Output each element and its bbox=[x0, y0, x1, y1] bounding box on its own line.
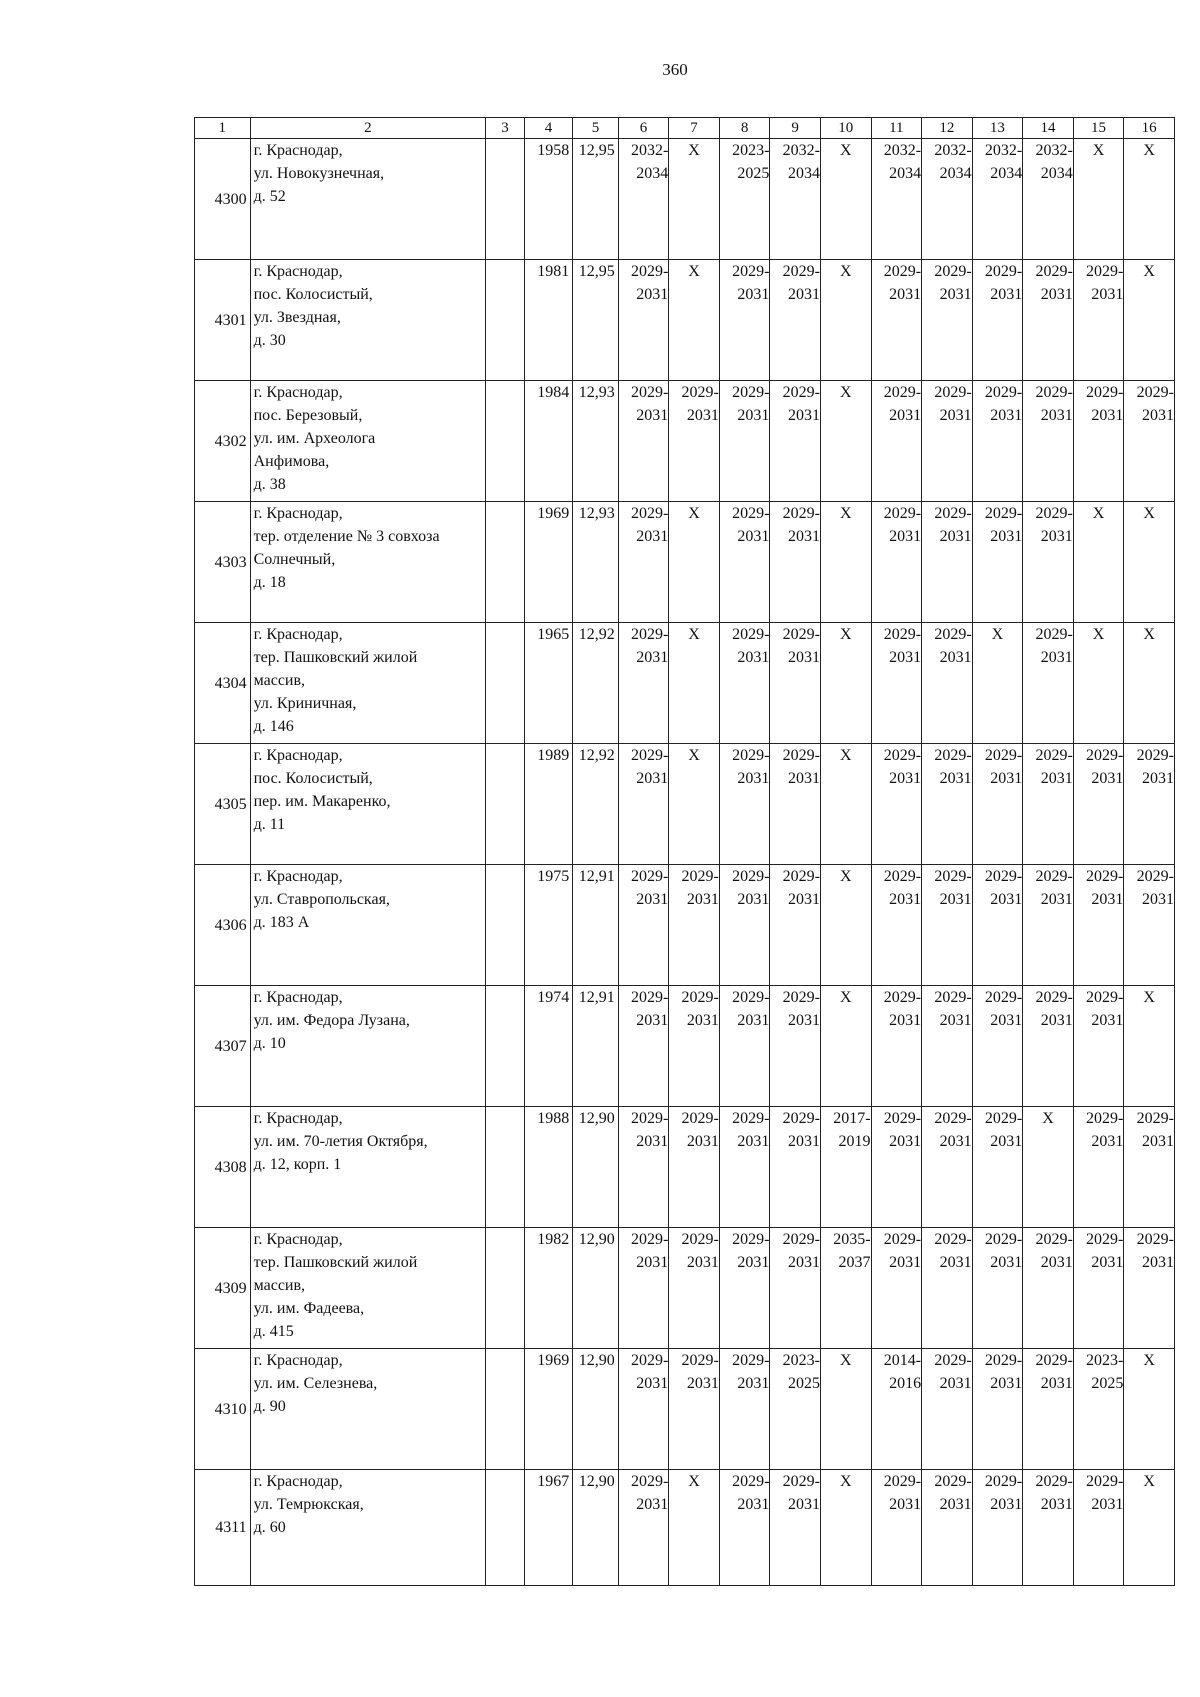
table-row bbox=[195, 502, 1175, 623]
col7-cell: 2029- 2031 bbox=[669, 1107, 720, 1228]
col7-cell: X bbox=[669, 139, 720, 260]
col6-cell: 2029- 2031 bbox=[618, 381, 669, 502]
col15-cell: 2029- 2031 bbox=[1073, 381, 1124, 502]
column-header-3: 3 bbox=[486, 118, 524, 139]
column-header-15: 15 bbox=[1073, 118, 1124, 139]
col9-cell: 2029- 2031 bbox=[770, 1107, 821, 1228]
address-cell: г. Краснодар, ул. Новокузнечная, д. 52 bbox=[250, 139, 486, 260]
table-row bbox=[195, 1107, 1175, 1228]
col13-cell: X bbox=[972, 623, 1023, 744]
col12-cell: 2029- 2031 bbox=[922, 986, 973, 1107]
col7-cell: X bbox=[669, 1470, 720, 1586]
col16-cell: X bbox=[1124, 502, 1175, 623]
col13-cell: 2029- 2031 bbox=[972, 381, 1023, 502]
col3-cell bbox=[486, 986, 524, 1107]
value-cell: 12,90 bbox=[573, 1107, 619, 1228]
col13-cell: 2029- 2031 bbox=[972, 1349, 1023, 1470]
row-number: 4302 bbox=[195, 381, 251, 502]
address-cell: г. Краснодар, тер. Пашковский жилой массив, ул. Криничная, д. 146 bbox=[250, 623, 486, 744]
col8-cell: 2023- 2025 bbox=[719, 139, 770, 260]
col7-cell: 2029- 2031 bbox=[669, 1228, 720, 1349]
page-number: 360 bbox=[662, 60, 688, 79]
col14-cell: 2029- 2031 bbox=[1023, 260, 1074, 381]
col8-cell: 2029- 2031 bbox=[719, 1228, 770, 1349]
col13-cell: 2029- 2031 bbox=[972, 1228, 1023, 1349]
col10-cell: 2017- 2019 bbox=[820, 1107, 871, 1228]
value-cell: 12,95 bbox=[573, 260, 619, 381]
col6-cell: 2029- 2031 bbox=[618, 1470, 669, 1586]
col10-cell: X bbox=[820, 623, 871, 744]
col10-cell: X bbox=[820, 865, 871, 986]
year-cell: 1967 bbox=[524, 1470, 573, 1586]
col9-cell: 2029- 2031 bbox=[770, 260, 821, 381]
col12-cell: 2029- 2031 bbox=[922, 381, 973, 502]
column-header-6: 6 bbox=[618, 118, 669, 139]
col15-cell: 2029- 2031 bbox=[1073, 260, 1124, 381]
col6-cell: 2029- 2031 bbox=[618, 986, 669, 1107]
table-body bbox=[195, 139, 1175, 1586]
col16-cell: 2029- 2031 bbox=[1124, 744, 1175, 865]
row-number: 4301 bbox=[195, 260, 251, 381]
col8-cell: 2029- 2031 bbox=[719, 502, 770, 623]
address-cell: г. Краснодар, тер. отделение № 3 совхоза Солнечный, д. 18 bbox=[250, 502, 486, 623]
col12-cell: 2029- 2031 bbox=[922, 1470, 973, 1586]
col7-cell: X bbox=[669, 744, 720, 865]
col15-cell: 2029- 2031 bbox=[1073, 744, 1124, 865]
col8-cell: 2029- 2031 bbox=[719, 1470, 770, 1586]
col14-cell: 2029- 2031 bbox=[1023, 865, 1074, 986]
col14-cell: 2029- 2031 bbox=[1023, 1349, 1074, 1470]
column-header-row bbox=[195, 118, 1175, 139]
col8-cell: 2029- 2031 bbox=[719, 381, 770, 502]
col11-cell: 2029- 2031 bbox=[871, 1470, 922, 1586]
col10-cell: 2035- 2037 bbox=[820, 1228, 871, 1349]
col3-cell bbox=[486, 381, 524, 502]
value-cell: 12,90 bbox=[573, 1228, 619, 1349]
col11-cell: 2029- 2031 bbox=[871, 260, 922, 381]
col7-cell: 2029- 2031 bbox=[669, 381, 720, 502]
col14-cell: 2029- 2031 bbox=[1023, 744, 1074, 865]
col3-cell bbox=[486, 1107, 524, 1228]
col14-cell: 2032- 2034 bbox=[1023, 139, 1074, 260]
value-cell: 12,93 bbox=[573, 502, 619, 623]
col6-cell: 2029- 2031 bbox=[618, 744, 669, 865]
col9-cell: 2032- 2034 bbox=[770, 139, 821, 260]
table-row bbox=[195, 139, 1175, 260]
row-number: 4307 bbox=[195, 986, 251, 1107]
year-cell: 1969 bbox=[524, 502, 573, 623]
year-cell: 1974 bbox=[524, 986, 573, 1107]
col8-cell: 2029- 2031 bbox=[719, 865, 770, 986]
col8-cell: 2029- 2031 bbox=[719, 1107, 770, 1228]
col13-cell: 2029- 2031 bbox=[972, 1470, 1023, 1586]
col14-cell: 2029- 2031 bbox=[1023, 1470, 1074, 1586]
value-cell: 12,92 bbox=[573, 744, 619, 865]
table-row bbox=[195, 623, 1175, 744]
address-cell: г. Краснодар, ул. им. Селезнева, д. 90 bbox=[250, 1349, 486, 1470]
col12-cell: 2029- 2031 bbox=[922, 502, 973, 623]
col15-cell: X bbox=[1073, 623, 1124, 744]
col11-cell: 2029- 2031 bbox=[871, 1228, 922, 1349]
col8-cell: 2029- 2031 bbox=[719, 1349, 770, 1470]
year-cell: 1965 bbox=[524, 623, 573, 744]
address-cell: г. Краснодар, пос. Колосистый, ул. Звездная, д. 30 bbox=[250, 260, 486, 381]
col10-cell: X bbox=[820, 260, 871, 381]
col3-cell bbox=[486, 623, 524, 744]
col14-cell: 2029- 2031 bbox=[1023, 623, 1074, 744]
col14-cell: 2029- 2031 bbox=[1023, 986, 1074, 1107]
row-number: 4310 bbox=[195, 1349, 251, 1470]
col15-cell: 2029- 2031 bbox=[1073, 1470, 1124, 1586]
column-header-9: 9 bbox=[770, 118, 821, 139]
col10-cell: X bbox=[820, 744, 871, 865]
col13-cell: 2029- 2031 bbox=[972, 744, 1023, 865]
column-header-5: 5 bbox=[573, 118, 619, 139]
col15-cell: X bbox=[1073, 502, 1124, 623]
col14-cell: X bbox=[1023, 1107, 1074, 1228]
col6-cell: 2029- 2031 bbox=[618, 623, 669, 744]
value-cell: 12,92 bbox=[573, 623, 619, 744]
table-row bbox=[195, 1349, 1175, 1470]
row-number: 4305 bbox=[195, 744, 251, 865]
address-cell: г. Краснодар, ул. им. 70-летия Октября, д. 12, корп. 1 bbox=[250, 1107, 486, 1228]
col10-cell: X bbox=[820, 1349, 871, 1470]
row-number: 4308 bbox=[195, 1107, 251, 1228]
col11-cell: 2032- 2034 bbox=[871, 139, 922, 260]
col10-cell: X bbox=[820, 1470, 871, 1586]
col11-cell: 2014- 2016 bbox=[871, 1349, 922, 1470]
col13-cell: 2029- 2031 bbox=[972, 502, 1023, 623]
col3-cell bbox=[486, 139, 524, 260]
col12-cell: 2029- 2031 bbox=[922, 1349, 973, 1470]
col7-cell: X bbox=[669, 502, 720, 623]
col6-cell: 2029- 2031 bbox=[618, 502, 669, 623]
col9-cell: 2029- 2031 bbox=[770, 381, 821, 502]
column-header-8: 8 bbox=[719, 118, 770, 139]
col16-cell: 2029- 2031 bbox=[1124, 1228, 1175, 1349]
year-cell: 1981 bbox=[524, 260, 573, 381]
year-cell: 1975 bbox=[524, 865, 573, 986]
col13-cell: 2029- 2031 bbox=[972, 865, 1023, 986]
table-row bbox=[195, 260, 1175, 381]
column-header-13: 13 bbox=[972, 118, 1023, 139]
col14-cell: 2029- 2031 bbox=[1023, 502, 1074, 623]
col9-cell: 2029- 2031 bbox=[770, 865, 821, 986]
address-cell: г. Краснодар, тер. Пашковский жилой массив, ул. им. Фадеева, д. 415 bbox=[250, 1228, 486, 1349]
col14-cell: 2029- 2031 bbox=[1023, 1228, 1074, 1349]
col3-cell bbox=[486, 502, 524, 623]
column-header-2: 2 bbox=[250, 118, 486, 139]
col11-cell: 2029- 2031 bbox=[871, 381, 922, 502]
col11-cell: 2029- 2031 bbox=[871, 744, 922, 865]
col15-cell: 2029- 2031 bbox=[1073, 1107, 1124, 1228]
col9-cell: 2029- 2031 bbox=[770, 986, 821, 1107]
col3-cell bbox=[486, 260, 524, 381]
col16-cell: X bbox=[1124, 1470, 1175, 1586]
year-cell: 1982 bbox=[524, 1228, 573, 1349]
col13-cell: 2029- 2031 bbox=[972, 986, 1023, 1107]
col16-cell: X bbox=[1124, 1349, 1175, 1470]
col3-cell bbox=[486, 1349, 524, 1470]
col13-cell: 2032- 2034 bbox=[972, 139, 1023, 260]
year-cell: 1984 bbox=[524, 381, 573, 502]
col3-cell bbox=[486, 1228, 524, 1349]
col16-cell: 2029- 2031 bbox=[1124, 1107, 1175, 1228]
col9-cell: 2029- 2031 bbox=[770, 502, 821, 623]
col16-cell: X bbox=[1124, 623, 1175, 744]
col12-cell: 2029- 2031 bbox=[922, 1228, 973, 1349]
col16-cell: 2029- 2031 bbox=[1124, 381, 1175, 502]
value-cell: 12,90 bbox=[573, 1470, 619, 1586]
year-cell: 1989 bbox=[524, 744, 573, 865]
col10-cell: X bbox=[820, 381, 871, 502]
row-number: 4309 bbox=[195, 1228, 251, 1349]
col11-cell: 2029- 2031 bbox=[871, 623, 922, 744]
col11-cell: 2029- 2031 bbox=[871, 502, 922, 623]
address-cell: г. Краснодар, пос. Березовый, ул. им. Археолога Анфимова, д. 38 bbox=[250, 381, 486, 502]
col8-cell: 2029- 2031 bbox=[719, 986, 770, 1107]
col6-cell: 2029- 2031 bbox=[618, 1349, 669, 1470]
row-number: 4304 bbox=[195, 623, 251, 744]
col7-cell: 2029- 2031 bbox=[669, 986, 720, 1107]
address-cell: г. Краснодар, ул. Ставропольская, д. 183 А bbox=[250, 865, 486, 986]
col10-cell: X bbox=[820, 986, 871, 1107]
col10-cell: X bbox=[820, 139, 871, 260]
col8-cell: 2029- 2031 bbox=[719, 623, 770, 744]
col12-cell: 2029- 2031 bbox=[922, 744, 973, 865]
column-header-4: 4 bbox=[524, 118, 573, 139]
value-cell: 12,93 bbox=[573, 381, 619, 502]
col12-cell: 2029- 2031 bbox=[922, 260, 973, 381]
col13-cell: 2029- 2031 bbox=[972, 260, 1023, 381]
col3-cell bbox=[486, 744, 524, 865]
register-table bbox=[194, 117, 1175, 1586]
col16-cell: X bbox=[1124, 139, 1175, 260]
column-header-7: 7 bbox=[669, 118, 720, 139]
table-row bbox=[195, 744, 1175, 865]
col16-cell: X bbox=[1124, 986, 1175, 1107]
table-row bbox=[195, 986, 1175, 1107]
col13-cell: 2029- 2031 bbox=[972, 1107, 1023, 1228]
value-cell: 12,91 bbox=[573, 865, 619, 986]
col15-cell: 2029- 2031 bbox=[1073, 865, 1124, 986]
col12-cell: 2029- 2031 bbox=[922, 865, 973, 986]
col12-cell: 2029- 2031 bbox=[922, 623, 973, 744]
col14-cell: 2029- 2031 bbox=[1023, 381, 1074, 502]
year-cell: 1969 bbox=[524, 1349, 573, 1470]
table-row bbox=[195, 1470, 1175, 1586]
column-header-10: 10 bbox=[820, 118, 871, 139]
col15-cell: 2023- 2025 bbox=[1073, 1349, 1124, 1470]
col6-cell: 2029- 2031 bbox=[618, 1228, 669, 1349]
col7-cell: 2029- 2031 bbox=[669, 1349, 720, 1470]
col16-cell: 2029- 2031 bbox=[1124, 865, 1175, 986]
row-number: 4303 bbox=[195, 502, 251, 623]
col6-cell: 2029- 2031 bbox=[618, 1107, 669, 1228]
col15-cell: 2029- 2031 bbox=[1073, 1228, 1124, 1349]
value-cell: 12,90 bbox=[573, 1349, 619, 1470]
col7-cell: X bbox=[669, 260, 720, 381]
col15-cell: 2029- 2031 bbox=[1073, 986, 1124, 1107]
col6-cell: 2029- 2031 bbox=[618, 865, 669, 986]
col15-cell: X bbox=[1073, 139, 1124, 260]
col9-cell: 2023- 2025 bbox=[770, 1349, 821, 1470]
col11-cell: 2029- 2031 bbox=[871, 986, 922, 1107]
value-cell: 12,95 bbox=[573, 139, 619, 260]
address-cell: г. Краснодар, ул. Темрюкская, д. 60 bbox=[250, 1470, 486, 1586]
col9-cell: 2029- 2031 bbox=[770, 1470, 821, 1586]
row-number: 4306 bbox=[195, 865, 251, 986]
col9-cell: 2029- 2031 bbox=[770, 744, 821, 865]
year-cell: 1988 bbox=[524, 1107, 573, 1228]
col6-cell: 2032- 2034 bbox=[618, 139, 669, 260]
row-number: 4311 bbox=[195, 1470, 251, 1586]
col12-cell: 2032- 2034 bbox=[922, 139, 973, 260]
column-header-16: 16 bbox=[1124, 118, 1175, 139]
column-header-12: 12 bbox=[922, 118, 973, 139]
column-header-11: 11 bbox=[871, 118, 922, 139]
col11-cell: 2029- 2031 bbox=[871, 865, 922, 986]
col10-cell: X bbox=[820, 502, 871, 623]
col11-cell: 2029- 2031 bbox=[871, 1107, 922, 1228]
table-row bbox=[195, 865, 1175, 986]
row-number: 4300 bbox=[195, 139, 251, 260]
col3-cell bbox=[486, 865, 524, 986]
year-cell: 1958 bbox=[524, 139, 573, 260]
col8-cell: 2029- 2031 bbox=[719, 260, 770, 381]
col7-cell: 2029- 2031 bbox=[669, 865, 720, 986]
col16-cell: X bbox=[1124, 260, 1175, 381]
col12-cell: 2029- 2031 bbox=[922, 1107, 973, 1228]
col9-cell: 2029- 2031 bbox=[770, 623, 821, 744]
column-header-14: 14 bbox=[1023, 118, 1074, 139]
col7-cell: X bbox=[669, 623, 720, 744]
column-header-1: 1 bbox=[195, 118, 251, 139]
address-cell: г. Краснодар, ул. им. Федора Лузана, д. 10 bbox=[250, 986, 486, 1107]
col6-cell: 2029- 2031 bbox=[618, 260, 669, 381]
col8-cell: 2029- 2031 bbox=[719, 744, 770, 865]
col9-cell: 2029- 2031 bbox=[770, 1228, 821, 1349]
value-cell: 12,91 bbox=[573, 986, 619, 1107]
table-row bbox=[195, 1228, 1175, 1349]
address-cell: г. Краснодар, пос. Колосистый, пер. им. Макаренко, д. 11 bbox=[250, 744, 486, 865]
table-row bbox=[195, 381, 1175, 502]
col3-cell bbox=[486, 1470, 524, 1586]
